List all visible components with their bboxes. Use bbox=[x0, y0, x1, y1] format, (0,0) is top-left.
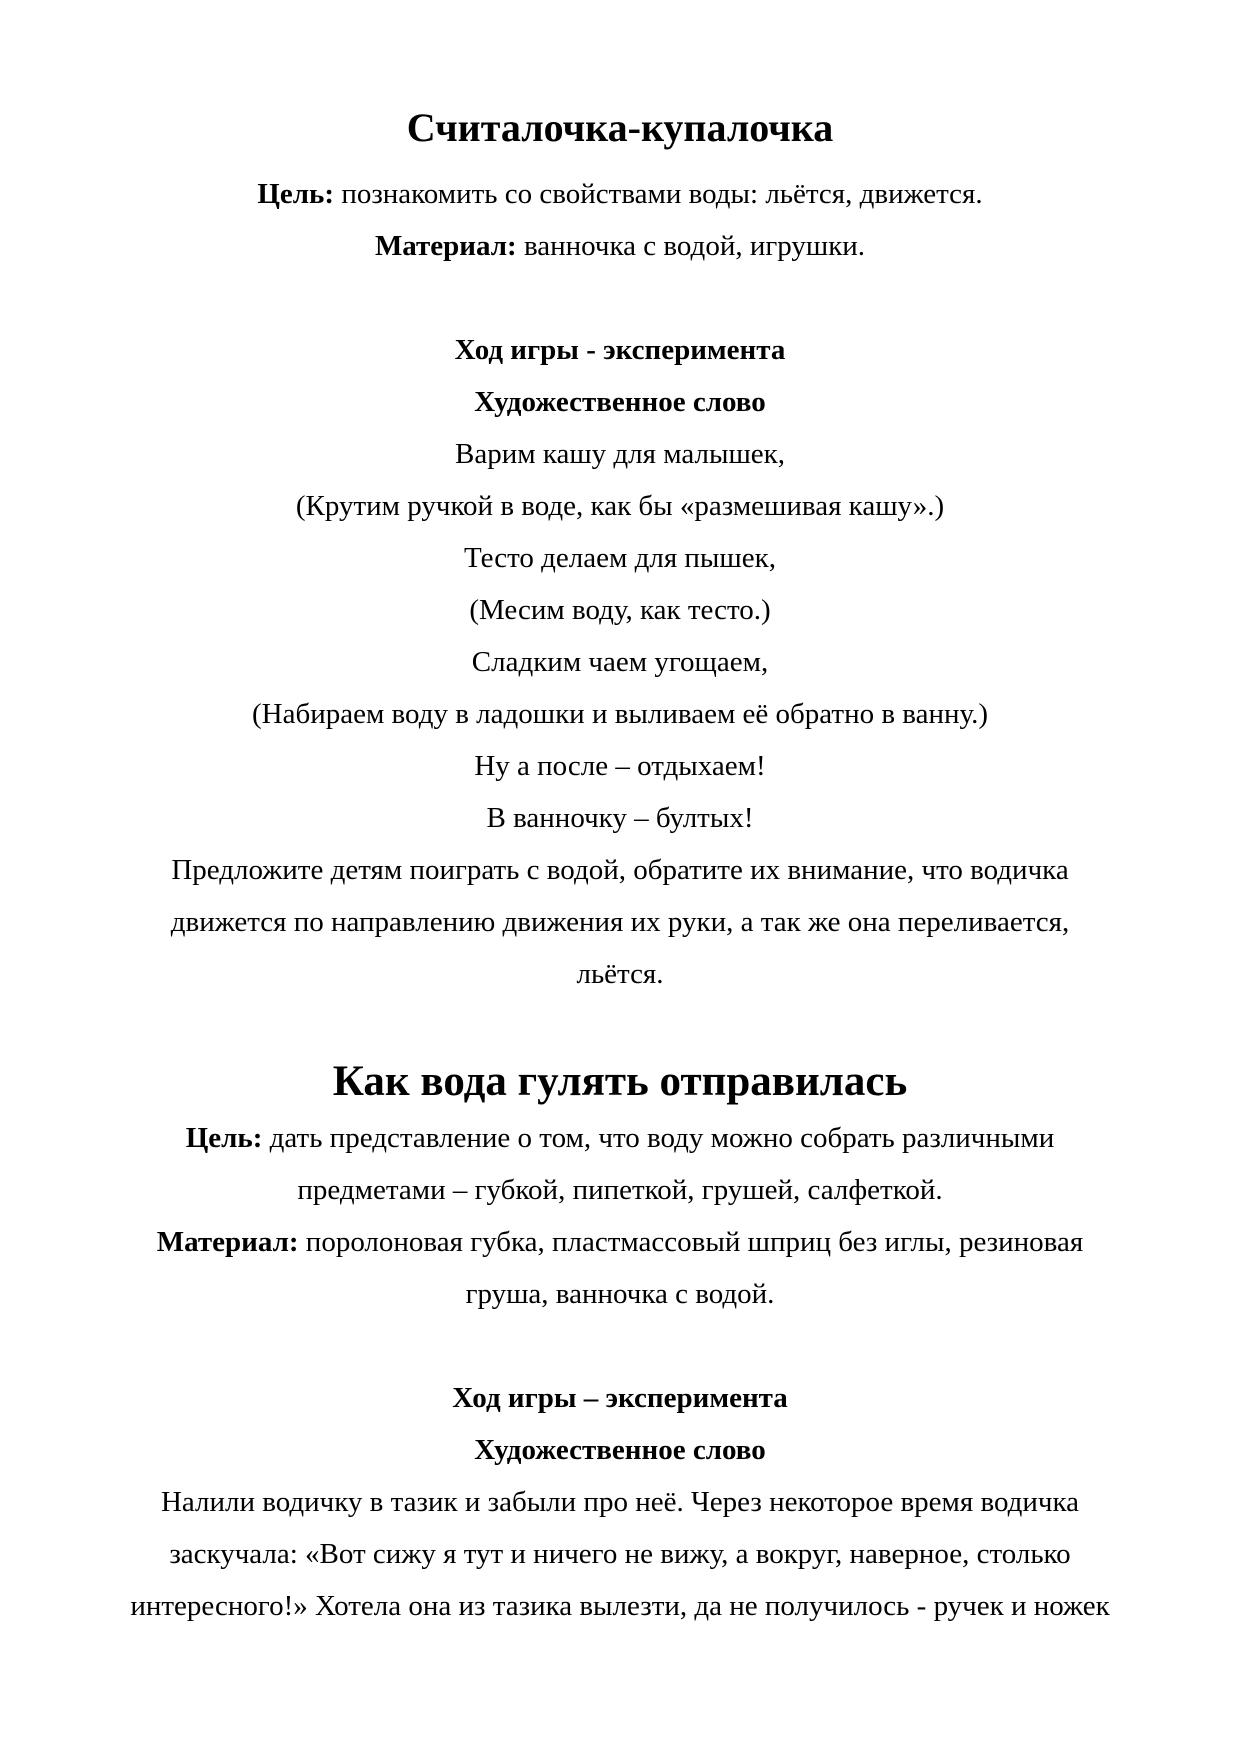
section2-title: Как вода гулять отправилась bbox=[332, 1058, 908, 1105]
story-line: интересного!» Хотела она из тазика вылезти, да не получилось - ручек и ножек bbox=[130, 1590, 1110, 1622]
section1-goal-line bbox=[110, 168, 1130, 220]
poem-line: Варим кашу для малышек, bbox=[454, 438, 786, 470]
section2-material-line-1 bbox=[110, 1216, 1130, 1268]
section2-material-line-2: груша, ванночка с водой. bbox=[465, 1278, 775, 1310]
poem-line: Сладким чаем угощаем, bbox=[471, 646, 769, 678]
material-text: поролоновая губка, пластмассовый шприц без иглы, резиновая bbox=[298, 1226, 1084, 1258]
material-text: ванночка с водой, игрушки. bbox=[516, 230, 866, 262]
poem-line: (Месим воду, как тесто.) bbox=[469, 594, 771, 626]
poem-line: (Крутим ручкой в воде, как бы «размешивая кашу».) bbox=[295, 490, 945, 522]
note-line: льётся. bbox=[576, 958, 664, 990]
goal-label: Цель: bbox=[185, 1122, 263, 1154]
material-label: Материал: bbox=[156, 1226, 299, 1258]
blank-line bbox=[110, 272, 1130, 324]
section2-word-heading: Художественное слово bbox=[474, 1434, 766, 1466]
story-line: Налили водичку в тазик и забыли про неё. Через некоторое время водичка bbox=[160, 1486, 1080, 1518]
goal-label: Цель: bbox=[257, 178, 335, 210]
blank-line bbox=[110, 1000, 1130, 1052]
blank-line bbox=[110, 1320, 1130, 1372]
note-line: движется по направлению движения их руки, а так же она переливается, bbox=[170, 906, 1070, 938]
poem-line: Ну а после – отдыхаем! bbox=[474, 750, 766, 782]
section2-goal-line-2: предметами – губкой, пипеткой, грушей, салфеткой. bbox=[297, 1174, 943, 1206]
section2-flow-heading: Ход игры – эксперимента bbox=[452, 1382, 788, 1414]
note-line: Предложите детям поиграть с водой, обратите их внимание, что водичка bbox=[171, 854, 1069, 886]
poem-line: Тесто делаем для пышек, bbox=[464, 542, 776, 574]
section2-goal-line-1 bbox=[110, 1112, 1130, 1164]
story-line: заскучала: «Вот сижу я тут и ничего не вижу, а вокруг, наверное, столько bbox=[169, 1538, 1071, 1570]
section1-word-heading: Художественное слово bbox=[474, 386, 766, 418]
material-label: Материал: bbox=[374, 230, 517, 262]
section1-material-line bbox=[110, 220, 1130, 272]
poem-line: В ванночку – бултых! bbox=[486, 802, 754, 834]
goal-text: дать представление о том, что воду можно собрать различными bbox=[262, 1122, 1055, 1154]
section1-title: Считалочка-купалочка bbox=[406, 105, 834, 150]
section1-flow-heading: Ход игры - эксперимента bbox=[454, 334, 786, 366]
poem-line: (Набираем воду в ладошки и выливаем её обратно в ванну.) bbox=[251, 698, 989, 730]
goal-text: познакомить со свойствами воды: льётся, движется. bbox=[334, 178, 983, 210]
